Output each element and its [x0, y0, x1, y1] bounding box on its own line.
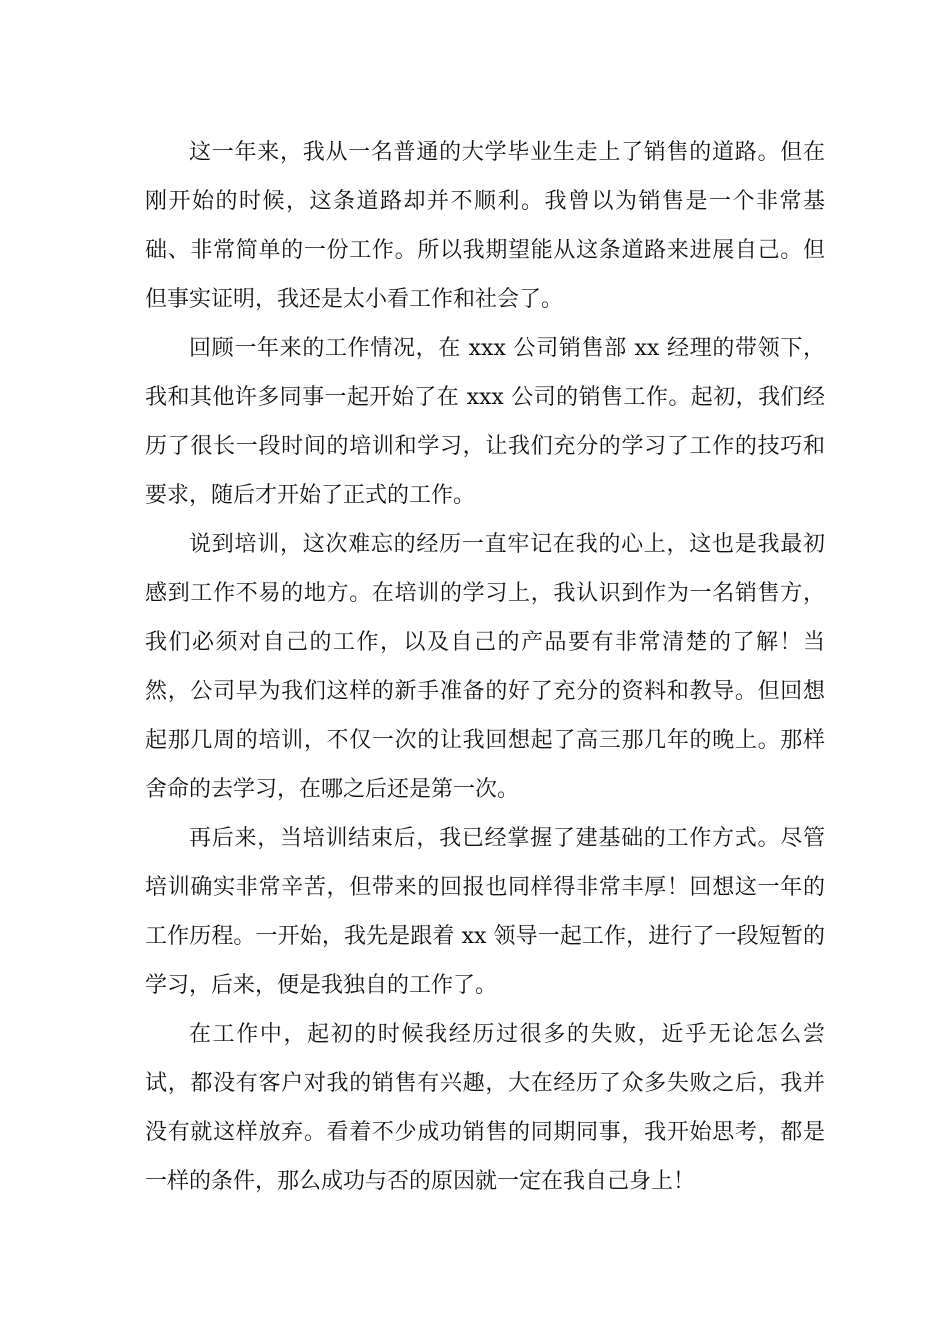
paragraph-2: 回顾一年来的工作情况，在 xxx 公司销售部 xx 经理的带领下，我和其他许多同事一起开始了在 xxx 公司的销售工作。起初，我们经历了很长一段时间的培训和学习，让我们充分的学习了工作的技巧和要求，随后才开始了正式的工作。 — [145, 336, 825, 508]
paragraph-3: 说到培训，这次难忘的经历一直牢记在我的心上，这也是我最初感到工作不易的地方。在培训的学习上，我认识到作为一名销售方，我们必须对自己的工作，以及自己的产品要有非常清楚的了解！当然，公司早为我们这样的新手准备的好了充分的资料和教导。但回想起那几周的培训，不仅一次的让我回想起了高三那几年的晚上。那样舍命的去学习，在哪之后还是第一次。 — [145, 532, 825, 802]
paragraph-1: 这一年来，我从一名普通的大学毕业生走上了销售的道路。但在刚开始的时候，这条道路却并不顺利。我曾以为销售是一个非常基础、非常简单的一份工作。所以我期望能从这条道路来进展自己。但但事实证明，我还是太小看工作和社会了。 — [145, 140, 825, 312]
paragraph-4: 再后来，当培训结束后，我已经掌握了建基础的工作方式。尽管培训确实非常辛苦，但带来的回报也同样得非常丰厚！回想这一年的工作历程。一开始，我先是跟着 xx 领导一起工作，进行了一段短暂的学习，后来，便是我独自的工作了。 — [145, 826, 825, 998]
document-body — [145, 128, 825, 1206]
paragraph-5: 在工作中，起初的时候我经历过很多的失败，近乎无论怎么尝试，都没有客户对我的销售有兴趣，大在经历了众多失败之后，我并没有就这样放弃。看着不少成功销售的同期同事，我开始思考，都是一样的条件，那么成功与否的原因就一定在我自己身上！ — [145, 1022, 825, 1194]
